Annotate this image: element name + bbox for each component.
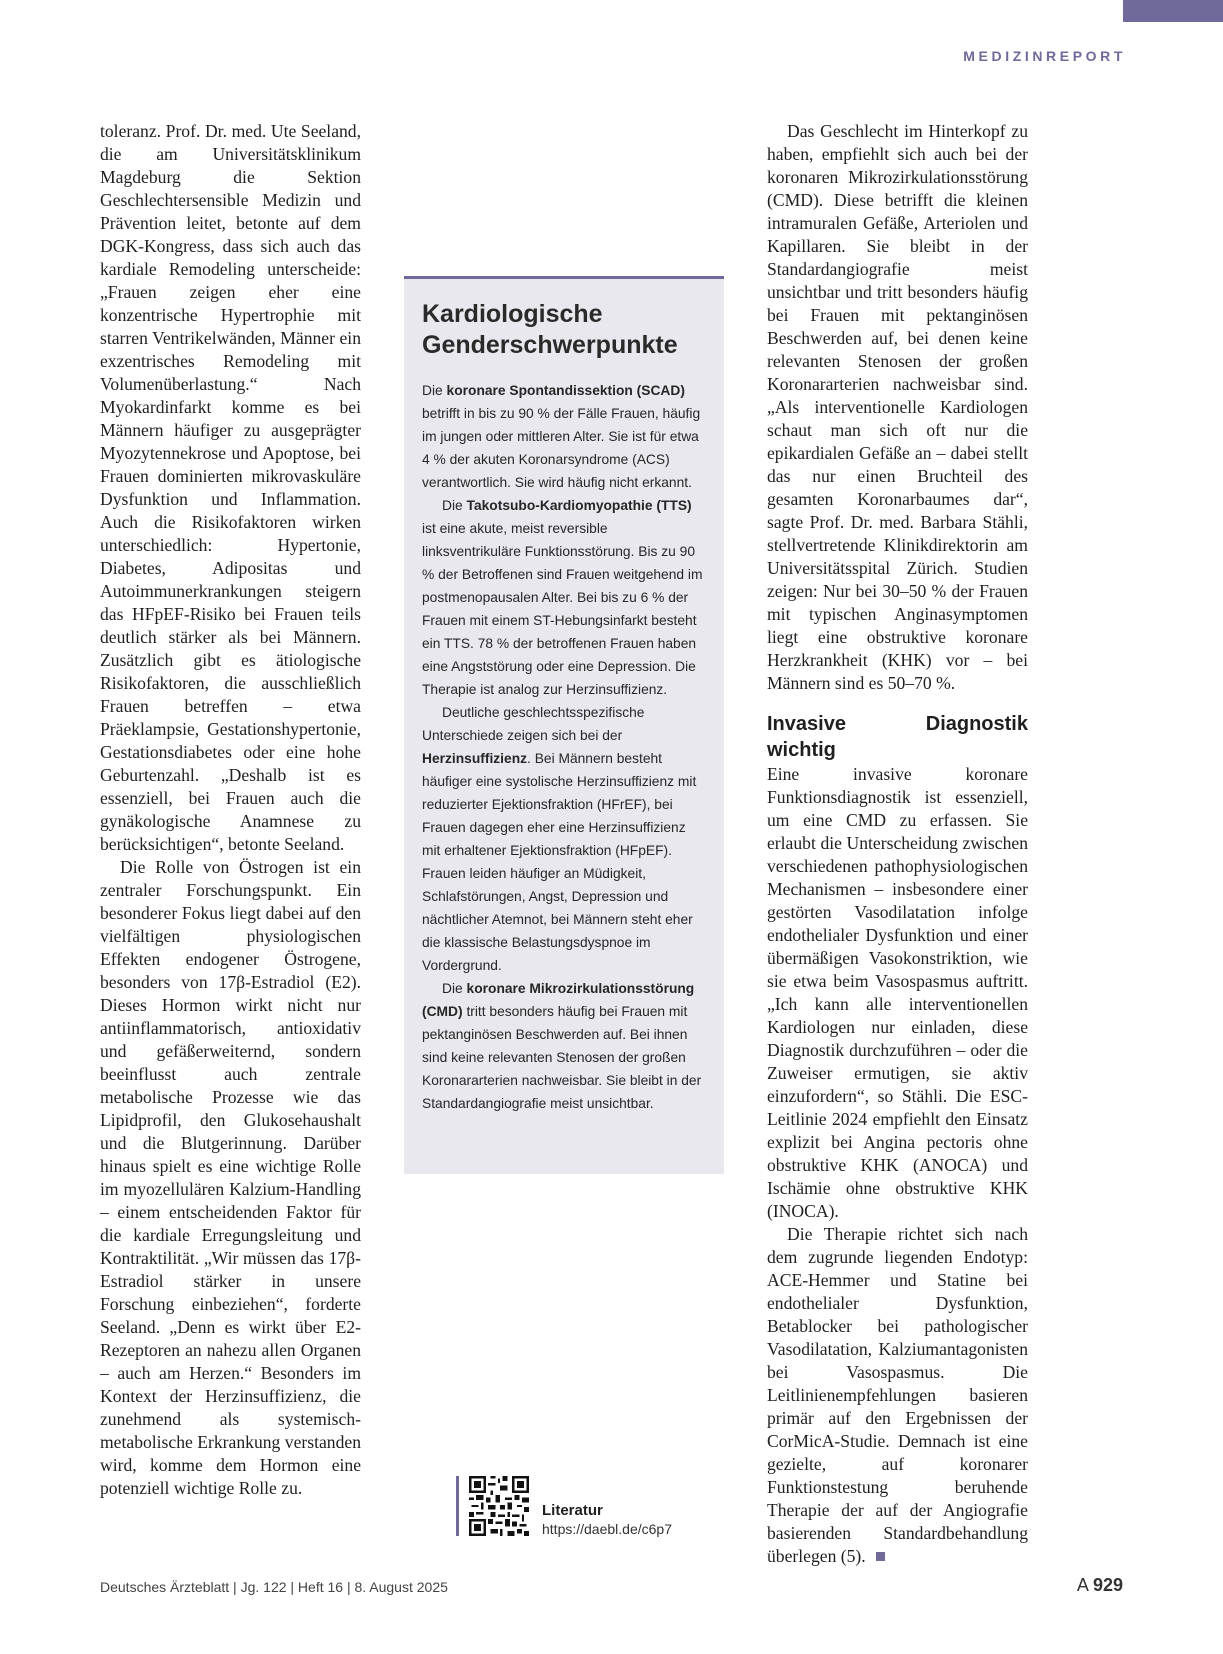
info-box-paragraph: Die koronare Spontandissektion (SCAD) betrifft in bis zu 90 % der Fälle Frauen, häufig im jungen oder mittleren Alter. Sie ist für etwa 4 % der akuten Koronarsyndrome (ACS) verantwortlich. Sie wird häufig nicht erkannt.	[422, 383, 701, 490]
body-paragraph: Eine invasive koronare Funktionsdiagnostik ist essenziell, um eine CMD zu erfassen. Sie erlaubt die Unterscheidung zwischen verschiedenen pathophysiologischen Mechanismen – insbesondere einer gestörten Vasodilatation infolge endothelialer Dysfunktion und einer übermäßigen Vasokonstriktion, wie sie etwa beim Vasospasmus auftritt. „Ich kann alle interventionellen Kardiologen nur einladen, diese Diagnostik durchzuführen – oder die Zuweiser ermutigen, sie aktiv einzufordern“, so Stähli. Die ESC-Leitlinie 2024 empfiehlt den Einsatz explizit bei Angina pectoris ohne obstruktive KHK (ANOCA) und Ischämie ohne obstruktive KHK (INOCA).	[767, 764, 1028, 1221]
article-column-right	[767, 120, 1028, 1568]
section-label: MEDIZINREPORT	[963, 48, 1126, 64]
info-box	[404, 276, 724, 1174]
body-paragraph: toleranz. Prof. Dr. med. Ute Seeland, die am Universitätsklinikum Magdeburg die Sektion Geschlechtersensible Medizin und Prävention leitet, betonte auf dem DGK-Kongress, dass sich auch das kardiale Remodeling unterscheide: „Frauen zeigen eher eine konzentrische Hypertrophie mit starren Ventrikelwänden, Männer ein exzentrisches Remodeling mit Volumenüberlastung.“ Nach Myokardinfarkt komme es bei Männern häufiger zu ausgeprägter Myozytennekrose und Apoptose, bei Frauen dominierten mikrovaskuläre Dysfunktion und Inflammation. Auch die Risikofaktoren wirken unterschiedlich: Hypertonie, Diabetes, Adipositas und Autoimmunerkrankungen steigern das HFpEF-Risiko bei Frauen teils deutlich stärker als bei Männern. Zusätzlich gibt es ätiologische Risikofaktoren, die ausschließlich Frauen betreffen – etwa Präeklampsie, Gestationshypertonie, Gestationsdiabetes oder eine hohe Geburtenzahl. „Deshalb ist es essenziell, bei Frauen auch die gynäkologische Anamnese zu berücksichtigen“, betonte Seeland.	[100, 121, 361, 854]
article-column-left	[100, 120, 361, 1500]
info-box-keyword: Takotsubo-Kardiomyopathie (TTS)	[466, 498, 692, 513]
page-number: A 929	[1076, 1575, 1123, 1595]
info-box-paragraph: Deutliche geschlechtsspezifische Unterschiede zeigen sich bei der Herzinsuffizienz. Bei Männern besteht häufiger eine systolische Herzinsuffizienz mit reduzierter Ejektionsfraktion (HFrEF), bei Frauen dagegen eher eine Herzinsuffizienz mit erhaltener Ejektionsfraktion (HFpEF). Frauen leiden häufiger an Müdigkeit, Schlafstörungen, Angst, Depression und nächtlicher Atemnot, bei Männern steht eher die klassische Belastungsdyspnoe im Vordergrund.	[422, 705, 697, 973]
info-box-paragraph: Die Takotsubo-Kardiomyopathie (TTS) ist eine akute, meist reversible linksventrikuläre Funktionsstörung. Bis zu 90 % der Betroffenen sind Frauen weitgehend im postmenopausalen Alter. Bei bis zu 6 % der Frauen mit einem ST-Hebungsinfarkt besteht ein TTS. 78 % der betroffenen Frauen haben eine Angststörung oder eine Depression. Die Therapie ist analog zur Herzinsuffizienz.	[422, 498, 703, 697]
literature-title: Literatur	[542, 1502, 603, 1519]
literature-label	[542, 1502, 672, 1538]
info-box-title: Kardiologische Genderschwerpunkte	[422, 300, 678, 359]
info-box-keyword: koronare Spontandissektion (SCAD)	[446, 383, 685, 398]
info-box-paragraph: Die koronare Mikrozirkulationsstörung (CMD) tritt besonders häufig bei Frauen mit pektanginösen Beschwerden auf. Bei ihnen sind keine relevanten Stenosen der großen Koronararterien nachweisbar. Sie bleibt in der Standardangiografie meist unsichtbar.	[422, 981, 702, 1111]
info-box-keyword: koronare Mikrozirkulationsstörung (CMD)	[422, 981, 695, 1019]
info-box-keyword: Herzinsuffizienz	[422, 751, 528, 766]
journal-citation: Deutsches Ärzteblatt | Jg. 122 | Heft 16 | 8. August 2025	[100, 1579, 448, 1595]
end-of-article-mark	[876, 1552, 885, 1561]
body-paragraph: Das Geschlecht im Hinterkopf zu haben, empfiehlt sich auch bei der koronaren Mikrozirkulationsstörung (CMD). Diese betrifft die kleinen intramuralen Gefäße, Arteriolen und Kapillaren. Sie bleibt in der Standardangiografie meist unsichtbar und tritt besonders häufig bei Frauen mit pektanginösen Beschwerden auf, bei denen keine relevanten Stenosen der großen Koronararterien nachweisbar sind. „Als interventionelle Kardiologen schaut man sich oft nur die epikardialen Gefäße an – dabei stellt das nur einen Bruchteil des gesamten Koronarbaumes dar“, sagte Prof. Dr. med. Barbara Stähli, stellvertretende Klinikdirektorin am Universitätsspital Zürich. Studien zeigen: Nur bei 30–50 % der Frauen mit typischen Anginasymptomen liegt eine obstruktive koronare Herzkrankheit (KHK) vor – bei Männern sind es 50–70 %.	[767, 121, 1028, 693]
section-heading: Invasive Diagnostik wichtig	[767, 713, 1028, 761]
literature-link[interactable]: https://daebl.de/c6p7	[542, 1521, 672, 1537]
body-paragraph: Die Rolle von Östrogen ist ein zentraler Forschungspunkt. Ein besonderer Fokus liegt dabei auf den vielfältigen physiologischen Effekten endogener Östrogene, besonders von 17β-Estradiol (E2). Dieses Hormon wirkt nicht nur antiinflammatorisch, antioxidativ und gefäßerweiternd, sondern beeinflusst auch zentrale metabolische Prozesse wie das Lipidprofil, den Glukosehaushalt und die Blutgerinnung. Darüber hinaus spielt es eine wichtige Rolle im myozellulären Kalzium-Handling – einem entscheidenden Faktor für die kardiale Erregungsleitung und Kontraktilität. „Wir müssen das 17β-Estradiol stärker in unsere Forschung einbeziehen“, forderte Seeland. „Denn es wirkt über E2-Rezeptoren an nahezu allen Organen – auch am Herzen.“ Besonders im Kontext der Herzinsuffizienz, die zunehmend als systemisch-metabolische Erkrankung verstanden wird, komme dem Hormon eine potenziell wichtige Rolle zu.	[100, 857, 361, 1498]
corner-color-tab	[1123, 0, 1223, 22]
accent-bar	[456, 1476, 459, 1536]
qr-code-icon[interactable]	[469, 1476, 529, 1536]
body-paragraph: Die Therapie richtet sich nach dem zugrunde liegenden Endotyp: ACE-Hemmer und Statine bei endothelialer Dysfunktion, Betablocker bei pathologischer Vasodilatation, Kalziumantagonisten bei Vasospasmus. Die Leitlinienempfehlungen basieren primär auf den Ergebnissen der CorMicA-Studie. Demnach ist eine gezielte, auf koronarer Funktionstestung beruhende Therapie der auf der Angiografie basierenden Standardbehandlung überlegen (5).	[767, 1224, 1028, 1566]
